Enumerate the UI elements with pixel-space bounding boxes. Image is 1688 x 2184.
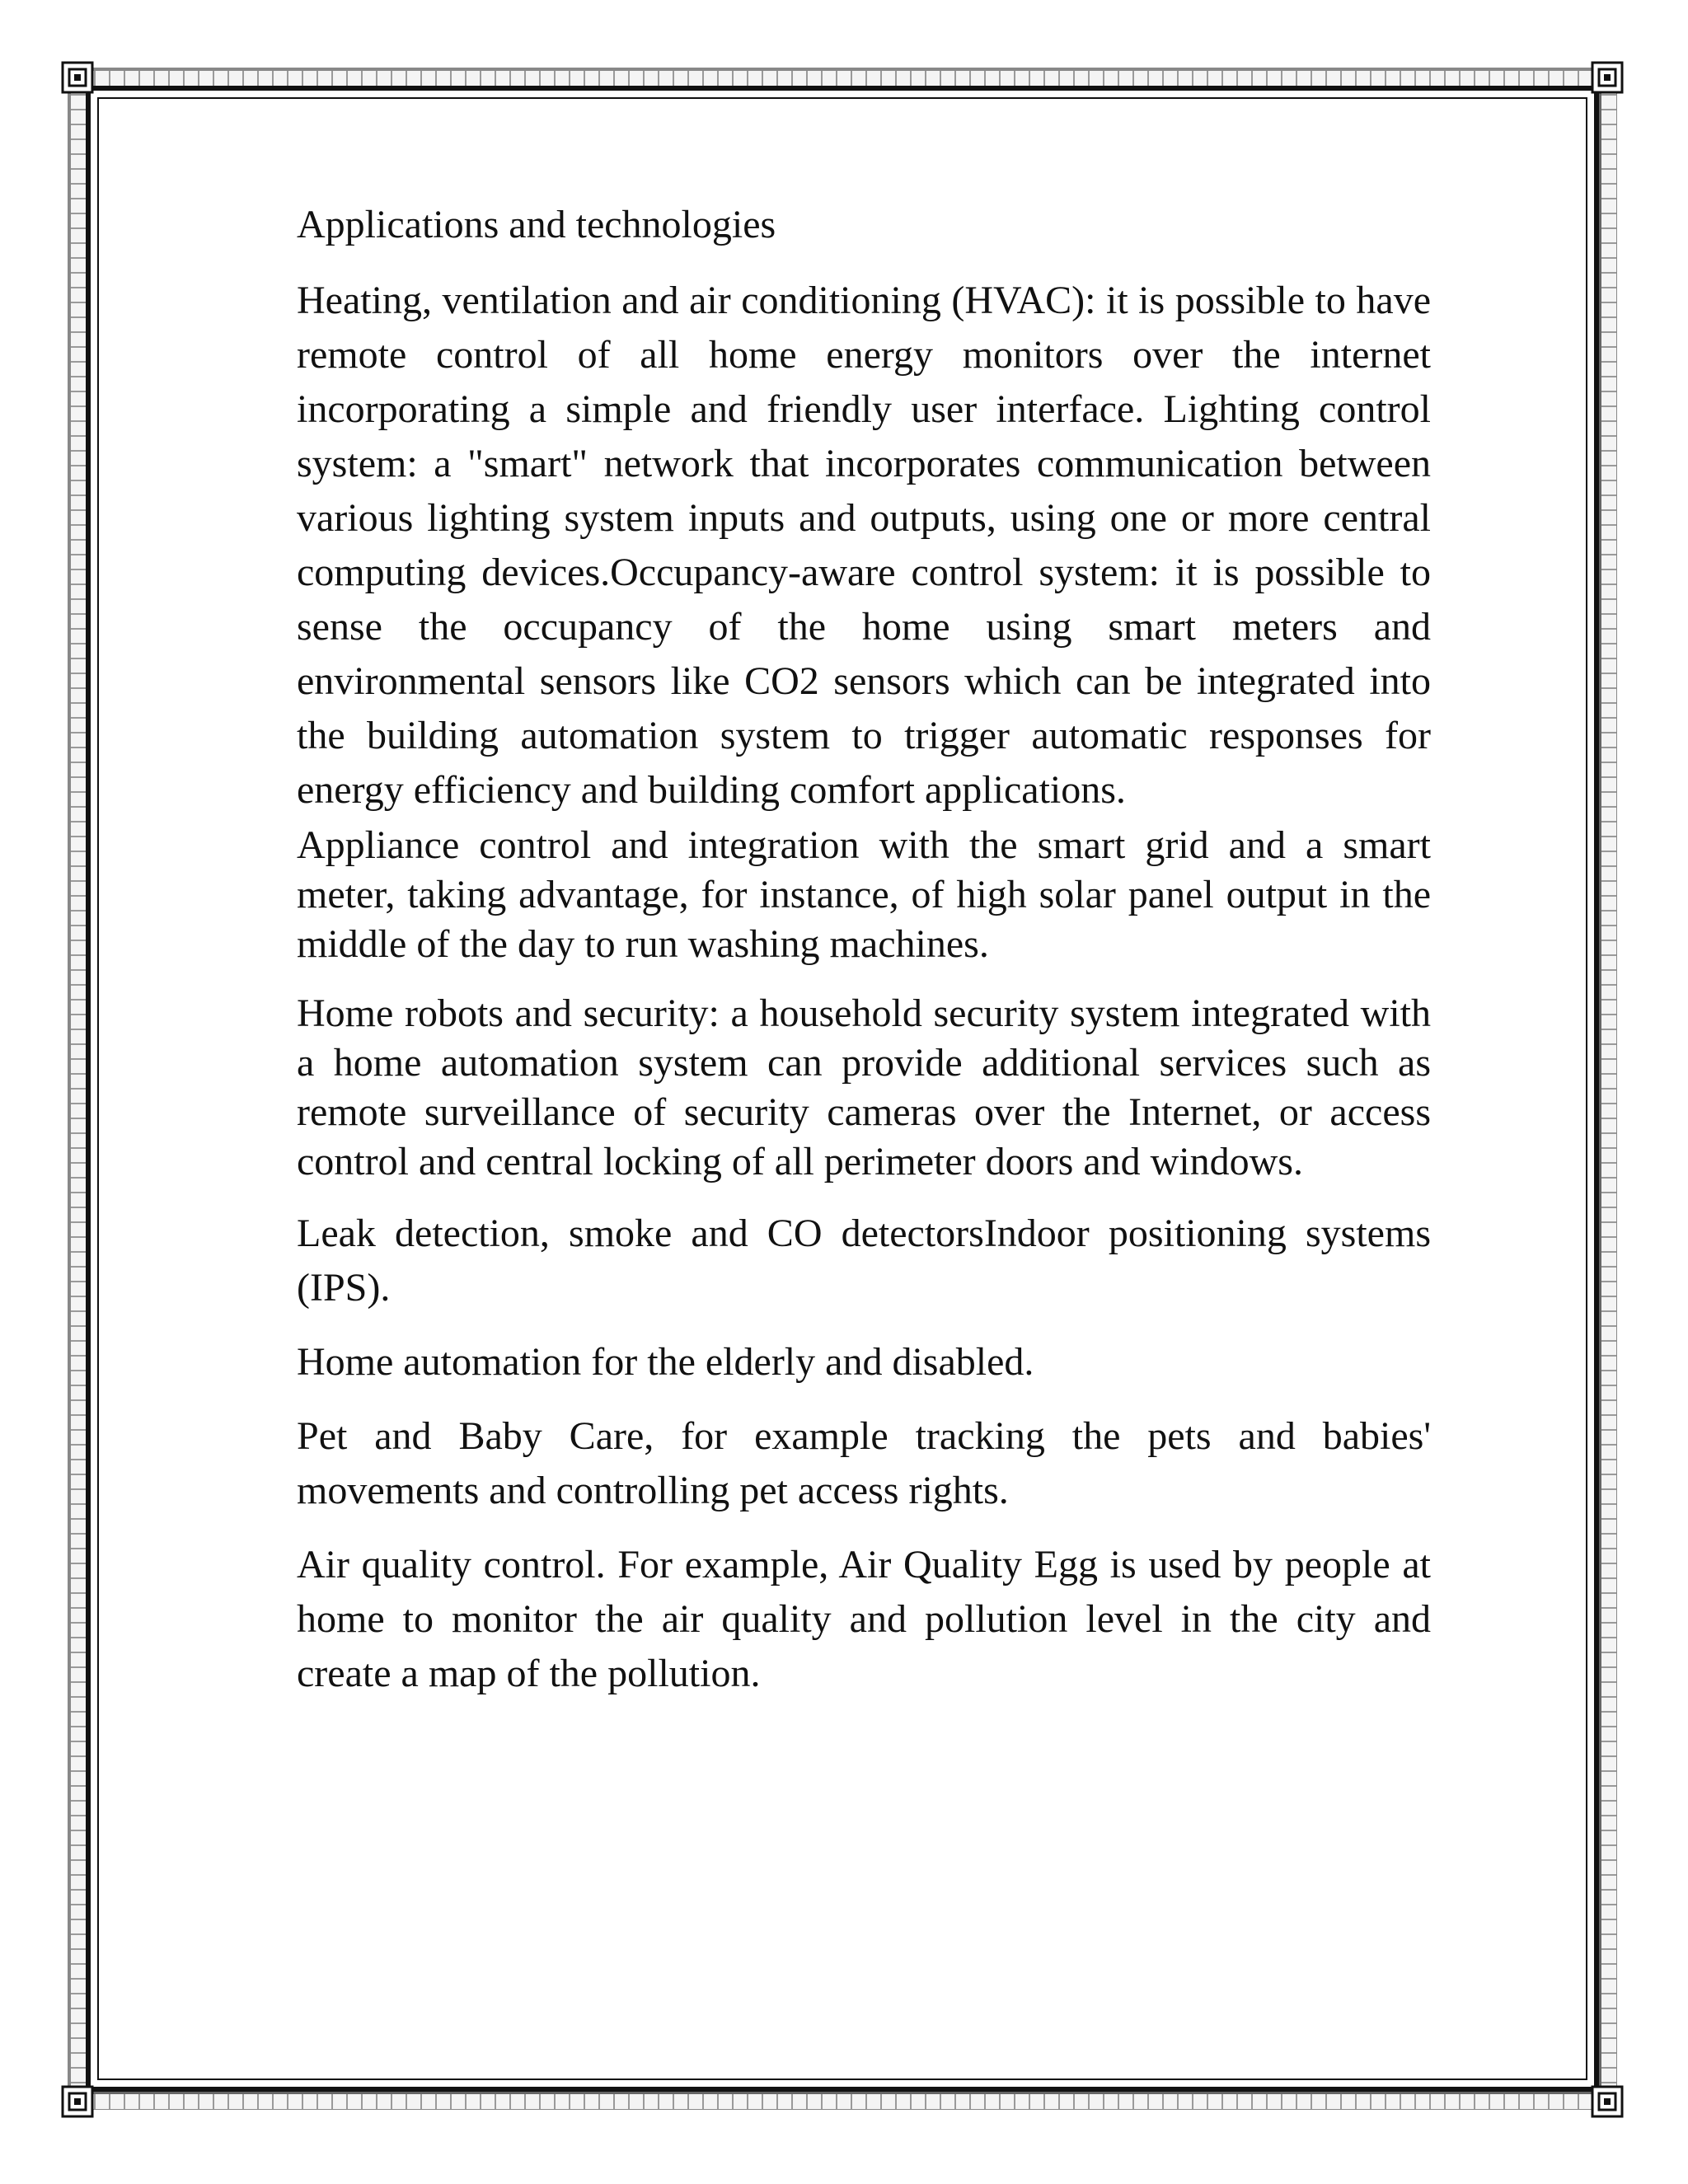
paragraph-leak-detection: Leak detection, smoke and CO detectorsIndoor positioning systems (IPS). — [297, 1212, 1431, 1310]
paragraph-elderly-disabled: Home automation for the elderly and disabled. — [297, 1340, 1034, 1384]
paragraph-pet-baby-care: Pet and Baby Care, for example tracking the pets and babies' movements and controlling pet access rights. — [297, 1414, 1431, 1512]
paragraph-appliance-control: Appliance control and integration with the smart grid and a smart meter, taking advantage, for instance, of high solar panel output in the middle of the day to run washing machines. — [297, 823, 1431, 966]
corner-ornament-icon — [61, 2085, 94, 2118]
corner-ornament-icon — [1591, 61, 1624, 94]
paragraph-hvac-lighting-occupancy: Heating, ventilation and air conditioning (HVAC): it is possible to have remote control of all home energy monitors over the internet incorporating a simple and friendly user interface. Lighting control system: a "smart" network that incorporates communication between various lighting system inputs and outputs, using one or more central computing devices.Occupancy-aware control system: it is possible to sense the occupancy of the home using smart meters and environmental sensors like CO2 sensors which can be integrated into the building automation system to trigger automatic responses for energy efficiency and building comfort applications. — [297, 279, 1431, 812]
paragraph-home-security: Home robots and security: a household security system integrated with a home automation system can provide additional services such as remote surveillance of security cameras over the Internet, or access control and central locking of all perimeter doors and windows. — [297, 991, 1431, 1183]
paragraph-air-quality: Air quality control. For example, Air Quality Egg is used by people at home to monitor the air quality and pollution level in the city and create a map of the pollution. — [297, 1543, 1431, 1695]
page-border-rail-right — [1599, 79, 1616, 2098]
document-body — [297, 198, 1431, 1721]
section-heading: Applications and technologies — [297, 203, 776, 246]
corner-ornament-icon — [1591, 2085, 1624, 2118]
corner-ornament-icon — [61, 61, 94, 94]
page-border-rail-bottom — [79, 2092, 1606, 2109]
